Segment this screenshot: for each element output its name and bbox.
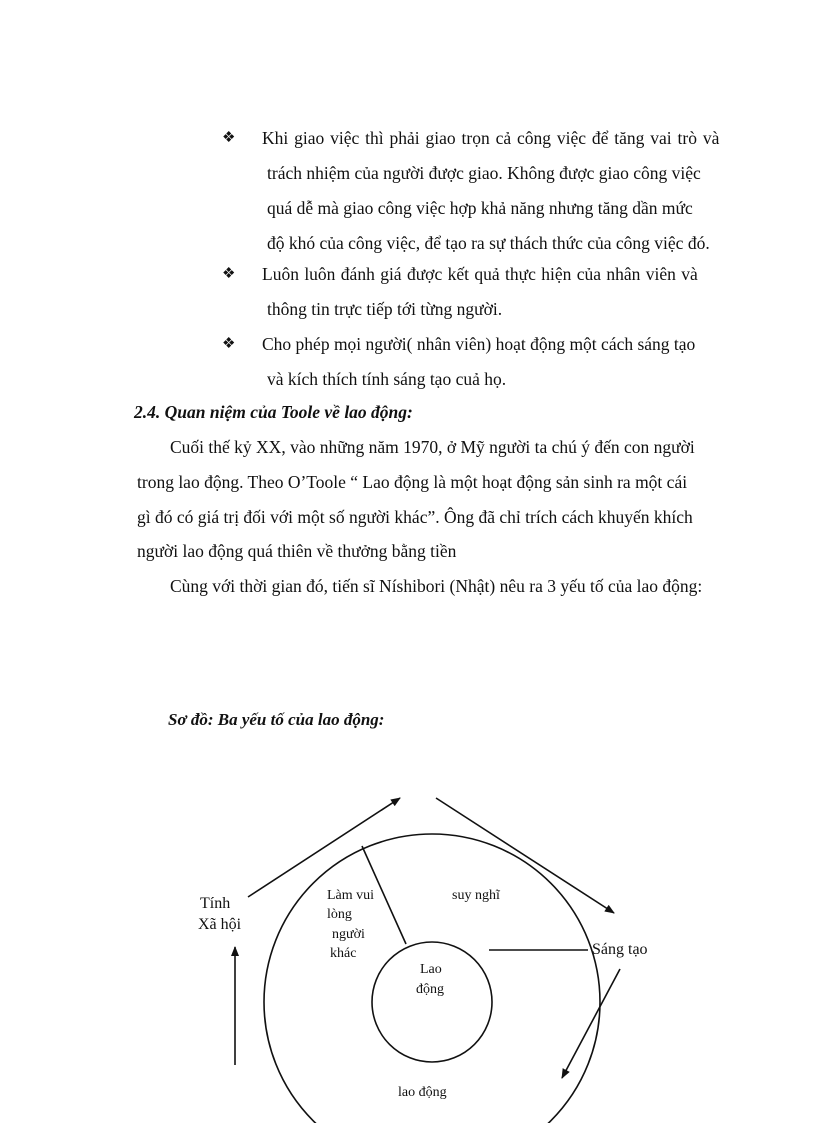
- segment-lao-dong: lao động: [398, 1085, 447, 1100]
- bullet-1-line-1: Khi giao việc thì phải giao trọn cả công việc để tăng vai trò và: [262, 128, 720, 148]
- segment-lam-vui-2: lòng: [327, 907, 352, 922]
- paragraph-1-line-1: Cuối thế kỷ XX, vào những năm 1970, ở Mỹ người ta chú ý đến con người: [170, 437, 695, 457]
- bullet-1-line-4: độ khó của công việc, để tạo ra sự thách thức của công việc đó.: [267, 233, 710, 253]
- paragraph-1-line-3: gì đó có giá trị đối với một số người khác”. Ông đã chỉ trích cách khuyến khích: [137, 507, 693, 527]
- center-dong: động: [416, 982, 444, 997]
- arrow-left-up: [248, 798, 400, 897]
- arrow-right-down: [562, 969, 620, 1078]
- bullet-3-line-2: và kích thích tính sáng tạo cuả họ.: [267, 369, 507, 389]
- section-heading: 2.4. Quan niệm của Toole về lao động:: [134, 402, 413, 422]
- bullet-2-line-2: thông tin trực tiếp tới từng người.: [267, 299, 503, 319]
- bullet-symbol-2: ❖: [222, 266, 236, 282]
- paragraph-1-line-4: người lao động quá thiên về thưởng bằng tiền: [137, 541, 457, 561]
- bullet-1-line-2: trách nhiệm của người được giao. Không được giao công việc: [267, 163, 701, 183]
- paragraph-2: Cùng với thời gian đó, tiến sĩ Níshibori (Nhật) nêu ra 3 yếu tố của lao động:: [170, 576, 703, 596]
- bullet-1-line-3: quá dễ mà giao công việc hợp khả năng nhưng tăng dần mức: [267, 198, 693, 218]
- bullet-3-line-1: Cho phép mọi người( nhân viên) hoạt động một cách sáng tạo: [262, 334, 696, 354]
- bullet-symbol-3: ❖: [222, 336, 236, 352]
- segment-suy-nghi: suy nghĩ: [452, 888, 500, 903]
- diagram-caption: Sơ đồ: Ba yếu tố của lao động:: [168, 710, 385, 729]
- label-sang-tao: Sáng tạo: [592, 941, 648, 958]
- segment-lam-vui-1: Làm vui: [327, 888, 375, 903]
- label-tinh: Tính: [200, 895, 231, 912]
- segment-lam-vui-4: khác: [330, 946, 357, 961]
- bullet-2-line-1: Luôn luôn đánh giá được kết quả thực hiện của nhân viên và: [262, 264, 698, 284]
- label-xa-hoi: Xã hội: [198, 916, 242, 933]
- segment-lam-vui-3: người: [332, 927, 365, 942]
- bullet-symbol-1: ❖: [222, 130, 236, 146]
- outer-circle: [264, 834, 600, 1123]
- center-lao: Lao: [420, 962, 442, 977]
- paragraph-1-line-2: trong lao động. Theo O’Toole “ Lao động là một hoạt động sản sinh ra một cái: [137, 472, 688, 492]
- inner-circle: [372, 942, 492, 1062]
